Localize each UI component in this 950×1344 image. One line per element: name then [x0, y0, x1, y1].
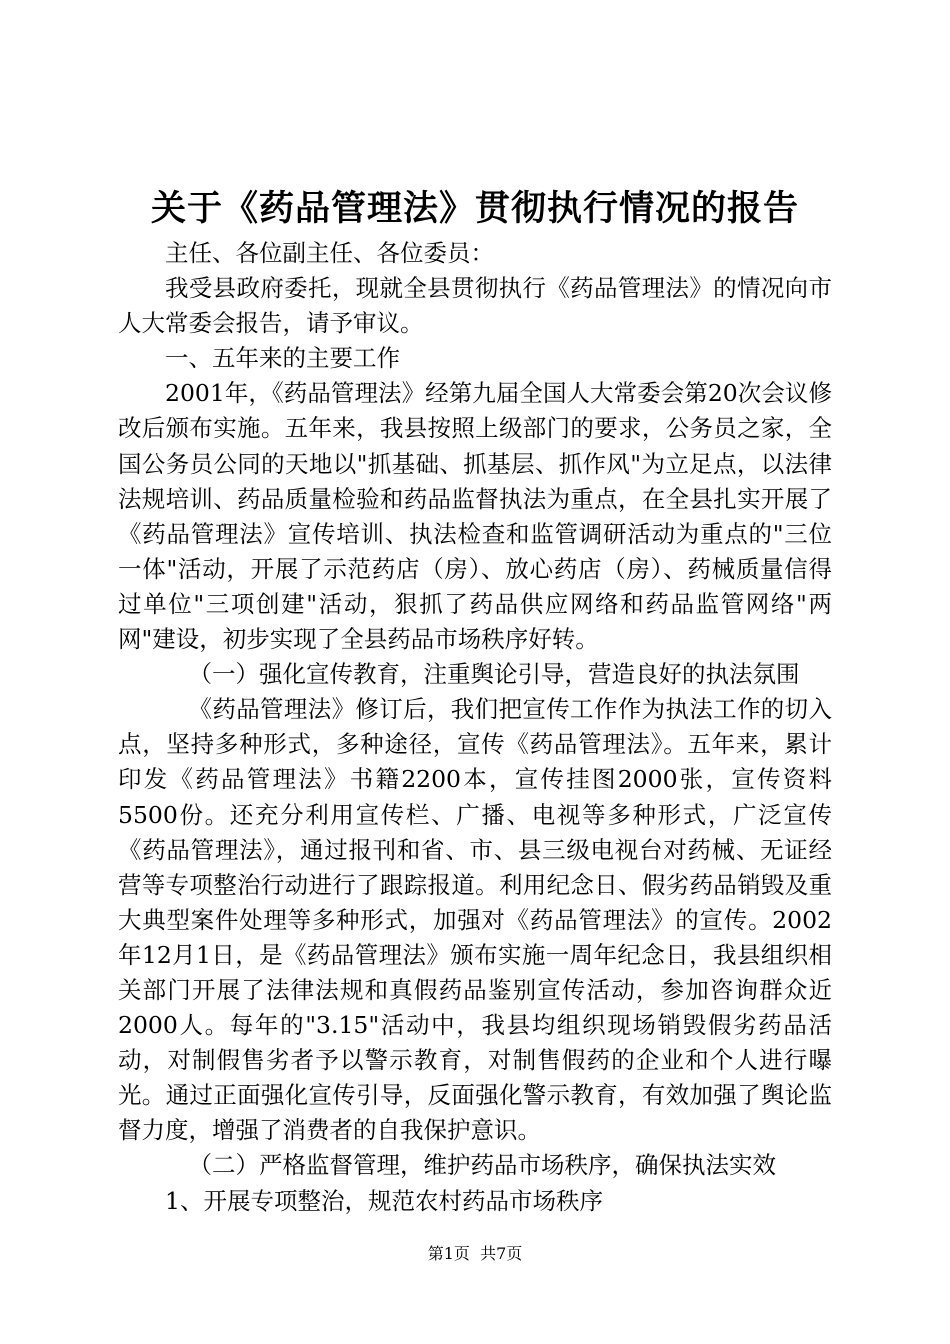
- section-heading-1: 一、五年来的主要工作: [165, 344, 400, 373]
- document-title: 关于《药品管理法》贯彻执行情况的报告: [150, 188, 799, 229]
- publicity-paragraph: 《药品管理法》修订后，我们把宣传工作作为执法工作的切入点，坚持多种形式，多种途径，宣传《药品管理法》。五年来，累计印发《药品管理法》书籍2200本，宣传挂图2000张，宣传资料5500份。还充分利用宣传栏、广播、电视等多种形式，广泛宣传《药品管理法》，通过报刊和省、市、县三级电视台对药械、无证经营等专项整治行动进行了跟踪报道。利用纪念日、假劣药品销毁及重大典型案件处理等多种形式，加强对《药品管理法》的宣传。2002年12月1日，是《药品管理法》颁布实施一周年纪念日，我县组织相关部门开展了法律法规和真假药品鉴别宣传活动，参加咨询群众近2000人。每年的"3.15"活动中，我县均组织现场销毁假劣药品活动，对制假售劣者予以警示教育，对制售假药的企业和个人进行曝光。通过正面强化宣传引导，反面强化警示教育，有效加强了舆论监督力度，增强了消费者的自我保护意识。: [118, 695, 832, 1145]
- footer-spacer: [470, 1244, 480, 1263]
- page-number: 第1页: [427, 1244, 470, 1263]
- document-body: [118, 236, 832, 1219]
- page-total: 共7页: [480, 1244, 523, 1263]
- subsection-heading-1: （一）强化宣传教育，注重舆论引导，营造良好的执法氛围: [188, 660, 800, 689]
- overview-paragraph: 2001年，《药品管理法》经第九届全国人大常委会第20次会议修改后颁布实施。五年来，我县按照上级部门的要求，公务员之家，全国公务员公同的天地以"抓基础、抓基层、抓作风"为立足点，以法律法规培训、药品质量检验和药品监督执法为重点，在全县扎实开展了《药品管理法》宣传培训、执法检查和监管调研活动为重点的"三位一体"活动，开展了示范药店（房）、放心药店（房）、药械质量信得过单位"三项创建"活动，狠抓了药品供应网络和药品监管网络"两网"建设，初步实现了全县药品市场秩序好转。: [118, 379, 832, 654]
- salutation-paragraph: 主任、各位副主任、各位委员：: [165, 239, 494, 267]
- item-heading-1: 1、开展专项整治，规范农村药品市场秩序: [165, 1186, 603, 1215]
- intro-paragraph: 我受县政府委托，现就全县贯彻执行《药品管理法》的情况向市人大常委会报告，请予审议。: [118, 274, 832, 338]
- subsection-heading-2: （二）严格监督管理，维护药品市场秩序，确保执法实效: [188, 1151, 776, 1180]
- page-footer: [0, 1242, 950, 1266]
